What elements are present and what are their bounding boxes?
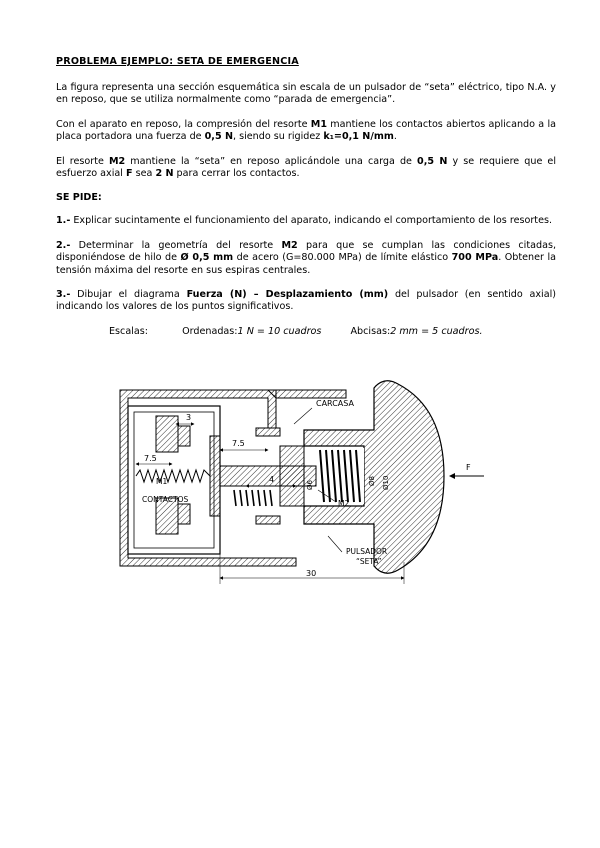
question-number: 3.- <box>56 289 71 301</box>
contact-tip-bottom <box>178 504 190 524</box>
document-title: PROBLEMA EJEMPLO: SETA DE EMERGENCIA <box>56 56 299 67</box>
dim-30: 30 <box>306 569 317 578</box>
diagram-name: Fuerza (N) – Desplazamiento (mm) <box>186 289 389 301</box>
load-value: 0,5 N <box>417 155 448 167</box>
text: de acero (G=80.000 MPa) de límite elástico <box>233 252 452 264</box>
spring-m2-ref: M2 <box>108 155 126 167</box>
contact-tip-top <box>178 426 190 446</box>
housing-top-flange <box>268 390 346 398</box>
housing-nut-lower <box>256 516 280 524</box>
label-force: F <box>466 463 471 472</box>
force-value: 2 N <box>155 168 174 180</box>
paragraph-intro: La figura representa una sección esquemática sin escala de un pulsador de “seta” eléctrico, tipo N.A. y en reposo, que se utiliza normalmente como “parada de emergencia”. <box>56 82 556 106</box>
force-symbol: F <box>125 168 133 180</box>
dim-75-right: 7.5 <box>232 439 245 448</box>
text: mantiene la “seta” en reposo aplicándole una carga de <box>125 155 418 167</box>
wire-diameter: Ø 0,5 mm <box>180 252 234 264</box>
label-carcasa: CARCASA <box>316 399 354 408</box>
text: . <box>393 131 397 143</box>
spring-m1 <box>136 470 210 482</box>
text: . Obtener la tensión máxima del resorte en sus espiras centrales. <box>56 252 556 276</box>
dim-d8: Ø8 <box>368 476 376 486</box>
stem-guide <box>280 446 304 506</box>
question-2 <box>56 240 556 277</box>
spring-m1-ref: M1 <box>310 118 328 130</box>
section-drawing-svg <box>106 366 486 592</box>
document-page <box>56 56 556 337</box>
abscissas-value: 2 mm = 5 cuadros. <box>390 325 483 337</box>
stiffness-value: k₁=0,1 N/mm <box>323 131 394 143</box>
ordinates-value: 1 N = 10 cuadros <box>237 325 322 337</box>
text: Determinar la geometría del resorte <box>70 239 282 251</box>
housing-nut <box>256 428 280 436</box>
text: para cerrar los contactos. <box>173 168 300 180</box>
spring-m2 <box>318 448 364 504</box>
text: sea <box>132 168 156 180</box>
text: El resorte <box>56 155 109 167</box>
leader-pulsador <box>328 536 342 552</box>
dim-d10: Ø10 <box>382 475 390 490</box>
spring-m2-small <box>234 490 272 506</box>
text: Con el aparato en reposo, la compresión del resorte <box>56 118 311 130</box>
label-pulsador: PULSADOR <box>346 547 388 556</box>
paragraph-m2 <box>56 156 556 181</box>
label-contactos: CONTACTOS <box>142 495 189 504</box>
leader-carcasa <box>294 408 312 424</box>
text: mantiene los contactos abiertos aplicando a la placa portadora una fuerza de <box>56 118 556 143</box>
dim-75-left: 7.5 <box>144 454 157 463</box>
ordinates-label: Ordenadas: <box>182 325 238 337</box>
section-heading: SE PIDE: <box>56 192 102 204</box>
question-1 <box>56 215 556 227</box>
question-number: 2.- <box>56 239 71 251</box>
text: para que se cumplan las condiciones citadas, disponiéndose de hilo de <box>56 239 556 264</box>
dim-d6: Ø6 <box>306 480 314 490</box>
question-3 <box>56 289 556 314</box>
scales-line <box>109 326 556 337</box>
spring-m2-ref: M2 <box>281 239 298 251</box>
text: Dibujar el diagrama <box>70 289 187 301</box>
carrier-plate <box>210 436 220 516</box>
text: , siendo su rigidez <box>233 131 324 143</box>
label-m1: M1 <box>156 477 168 486</box>
contact-block-top <box>156 416 178 452</box>
force-value: 0,5 N <box>204 131 233 143</box>
dim-4: 4 <box>269 475 275 484</box>
question-number: 1.- <box>56 215 71 227</box>
technical-drawing <box>106 366 486 592</box>
abscissas-label: Abcisas: <box>350 325 391 337</box>
label-m2: M2 <box>338 499 350 508</box>
scales-label: Escalas: <box>109 325 148 337</box>
text: Explicar sucintamente el funcionamiento del aparato, indicando el comportamiento de los resortes. <box>70 215 553 227</box>
label-seta: “SETA” <box>356 557 382 566</box>
text: y se requiere que el esfuerzo axial <box>56 155 556 180</box>
paragraph-m1 <box>56 119 556 144</box>
yield-limit: 700 MPa <box>451 252 499 264</box>
dim-3: 3 <box>186 413 192 422</box>
text: del pulsador (en sentido axial) indicando los valores de los puntos significativos. <box>56 289 557 313</box>
